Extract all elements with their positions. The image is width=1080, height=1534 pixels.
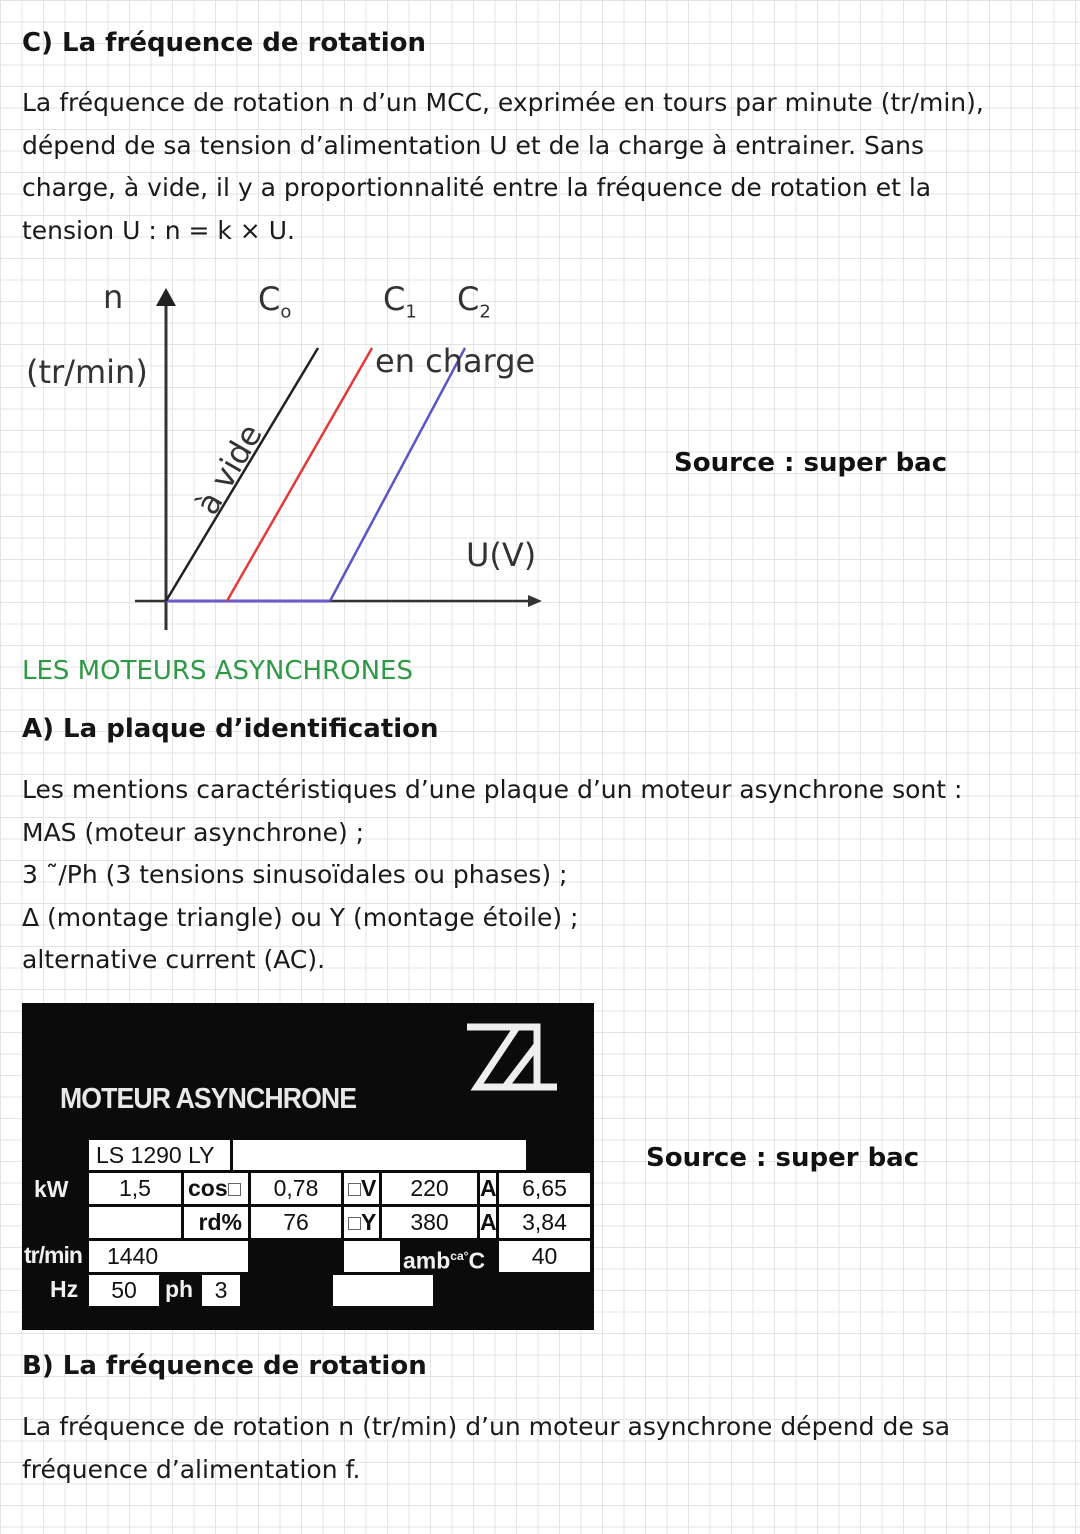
- text-line: charge, à vide, il y a proportionnalité entre la fréquence de rotation et la: [22, 173, 932, 202]
- frequency-value: 50: [89, 1275, 159, 1306]
- nameplate-title: MOTEUR ASYNCHRONE: [60, 1083, 357, 1115]
- curve-c2-label: $C_2$: [457, 280, 491, 323]
- current-star: 3,84: [499, 1207, 590, 1238]
- efficiency-value: 76: [251, 1207, 341, 1238]
- text-line: fréquence d’alimentation f.: [22, 1454, 361, 1484]
- text-line: Δ (montage triangle) ou Y (montage étoile) ;: [22, 902, 579, 932]
- current-delta: 6,65: [499, 1173, 590, 1204]
- section-c-paragraph: [22, 82, 984, 252]
- blank-cell: [344, 1241, 400, 1272]
- kw-value: 1,5: [89, 1173, 181, 1204]
- section-title-async-motors: LES MOTEURS ASYNCHRONES: [22, 656, 413, 686]
- source-label: Source : super bac: [674, 448, 948, 478]
- text-line: Les mentions caractéristiques d’une plaque d’un moteur asynchrone sont :: [22, 775, 963, 804]
- text-line: dépend de sa tension d’alimentation U et de la charge à entrainer. Sans: [22, 130, 925, 160]
- section-b-paragraph: [22, 1406, 950, 1491]
- curve-c0-label: $C_o$: [258, 280, 292, 323]
- voltage-star: 380: [382, 1207, 477, 1238]
- frequency-label: Hz: [50, 1276, 79, 1302]
- text-line: La fréquence de rotation n (tr/min) d’un moteur asynchrone dépend de sa: [22, 1412, 951, 1441]
- phase-value: 3: [202, 1275, 240, 1306]
- ambient-label: amb$^{ca^\circ}$C: [403, 1247, 486, 1274]
- text-line: MAS (moteur asynchrone) ;: [22, 817, 365, 847]
- star-label: Y: [344, 1207, 379, 1238]
- section-c-heading: C) La fréquence de rotation: [22, 28, 426, 58]
- blank-cell: [89, 1207, 181, 1238]
- kw-label: kW: [34, 1176, 69, 1202]
- delta-label: V: [344, 1173, 379, 1204]
- section-a-heading: A) La plaque d’identification: [22, 714, 439, 744]
- en-charge-label: en charge: [375, 342, 536, 380]
- text-line: tension U : n = k × U.: [22, 215, 295, 245]
- curve-c1-label: $C_1$: [383, 280, 417, 323]
- phase-label: ph: [165, 1276, 194, 1302]
- x-axis-arrow: [528, 595, 542, 607]
- source-label: Source : super bac: [646, 1143, 920, 1173]
- motor-nameplate: [22, 1003, 594, 1330]
- section-b-heading: B) La fréquence de rotation: [22, 1351, 427, 1381]
- text-line: 3 ˜/Ph (3 tensions sinusoïdales ou phases) ;: [22, 860, 568, 889]
- cos-label: cos: [184, 1173, 248, 1204]
- efficiency-label: rd%: [184, 1207, 248, 1238]
- text-line: alternative current (AC).: [22, 945, 326, 974]
- section-a-list: [22, 769, 962, 982]
- a-vide-label: à vide: [188, 417, 270, 521]
- voltage-delta: 220: [382, 1173, 477, 1204]
- speed-label: tr/min: [24, 1242, 82, 1268]
- cos-value: 0,78: [251, 1173, 341, 1204]
- y-axis-arrow: [156, 288, 176, 306]
- y-axis-unit: (tr/min): [26, 353, 148, 391]
- speed-value: 1440: [89, 1241, 248, 1272]
- amp-label-star: A: [480, 1207, 496, 1238]
- ambient-value: 40: [499, 1241, 590, 1272]
- amp-label-delta: A: [480, 1173, 496, 1204]
- x-axis-label: U(V): [466, 536, 537, 574]
- y-axis-symbol: n: [103, 278, 124, 316]
- text-line: La fréquence de rotation n d’un MCC, exprimée en tours par minute (tr/min),: [22, 88, 984, 117]
- blank-cell: [233, 1140, 526, 1170]
- manufacturer-logo-icon: [457, 1017, 569, 1107]
- blank-cell: [333, 1275, 433, 1306]
- speed-voltage-graph: [0, 270, 600, 640]
- model-value: LS 1290 LY: [89, 1140, 230, 1170]
